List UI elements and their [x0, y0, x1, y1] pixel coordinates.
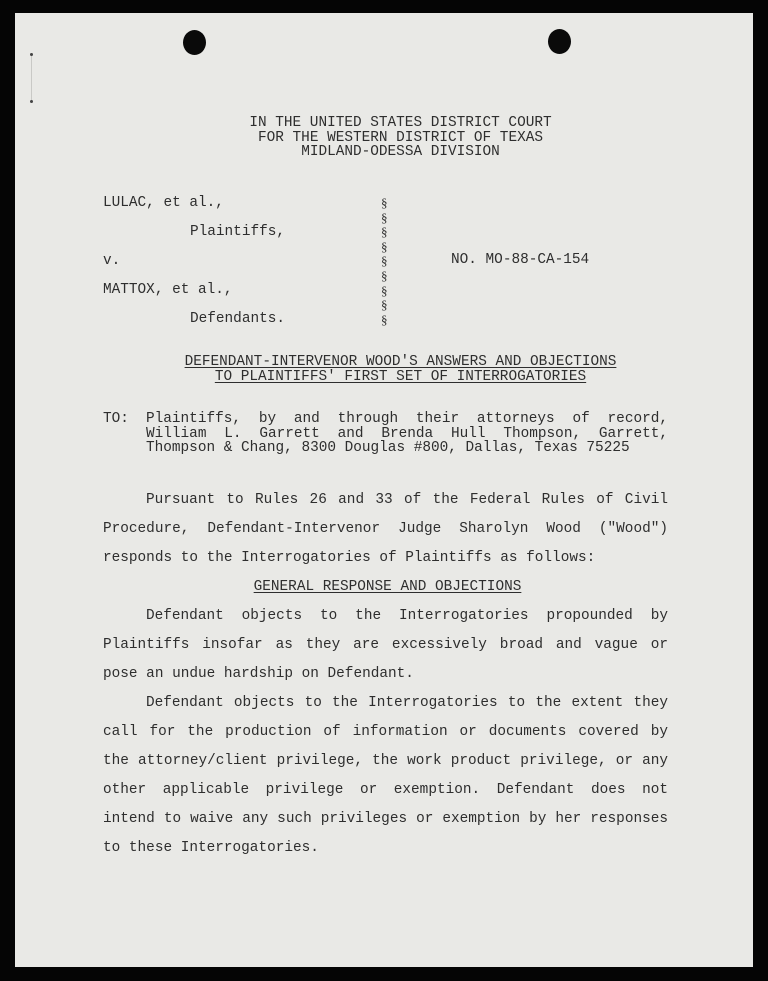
- intro-line: responds to the Interrogatories of Plaintiffs as follows:: [103, 550, 596, 566]
- paragraph-2-line: call for the production of information or documents covered by: [103, 724, 668, 740]
- document-body: [103, 486, 668, 863]
- court-header-line: MIDLAND-ODESSA DIVISION: [301, 144, 500, 161]
- defendant-party: MATTOX, et al.,: [103, 282, 233, 298]
- versus: v.: [103, 253, 121, 269]
- document-title-line: TO PLAINTIFFS' FIRST SET OF INTERROGATORIES: [214, 368, 587, 385]
- addressee-line: Thompson & Chang, 8300 Douglas #800, Dallas, Texas 75225: [146, 440, 630, 457]
- addressee-line: Plaintiffs, by and through their attorneys of record,: [146, 411, 668, 427]
- intro-line: Procedure, Defendant-Intervenor Judge Sharolyn Wood ("Wood"): [103, 521, 668, 537]
- paragraph-1-line: Plaintiffs insofar as they are excessively broad and vague or: [103, 637, 668, 653]
- section-heading: GENERAL RESPONSE AND OBJECTIONS: [253, 579, 522, 595]
- section-mark: §: [381, 195, 388, 210]
- document-page: [15, 13, 753, 967]
- to-label: TO:: [103, 411, 129, 427]
- margin-mark: [31, 53, 32, 103]
- section-marks-column: [381, 196, 388, 327]
- court-header: [15, 116, 753, 160]
- case-number: NO. MO-88-CA-154: [451, 252, 590, 268]
- section-mark: §: [381, 282, 388, 298]
- hole-punch-left: [183, 30, 206, 55]
- plaintiff-role: Plaintiffs,: [190, 224, 285, 240]
- court-header-line: IN THE UNITED STATES DISTRICT COURT: [249, 115, 552, 131]
- court-header-line: FOR THE WESTERN DISTRICT OF TEXAS: [258, 129, 543, 146]
- plaintiff-party: LULAC, et al.,: [103, 195, 224, 211]
- section-heading-wrap: [103, 573, 668, 602]
- intro-line: Pursuant to Rules 26 and 33 of the Federal Rules of Civil: [146, 492, 668, 508]
- document-title-line: DEFENDANT-INTERVENOR WOOD'S ANSWERS AND OBJECTIONS: [184, 354, 617, 370]
- section-mark: §: [381, 311, 388, 327]
- paragraph-2-line: to these Interrogatories.: [103, 840, 319, 856]
- paragraph-1-line: pose an undue hardship on Defendant.: [103, 666, 414, 682]
- section-mark: §: [381, 253, 388, 269]
- section-mark: §: [381, 297, 388, 313]
- defendant-role: Defendants.: [190, 311, 285, 327]
- section-mark: §: [381, 238, 388, 254]
- paragraph-2-line: intend to waive any such privileges or exemption by her responses: [103, 811, 668, 827]
- paragraph-2-line: the attorney/client privilege, the work product privilege, or any: [103, 753, 668, 769]
- hole-punch-right: [548, 29, 571, 54]
- document-title: [15, 355, 753, 384]
- paragraph-2-line: Defendant objects to the Interrogatories to the extent they: [146, 695, 668, 711]
- section-mark: §: [381, 224, 388, 240]
- section-mark: §: [381, 267, 388, 283]
- section-mark: §: [381, 209, 388, 225]
- addressee-line: William L. Garrett and Brenda Hull Thompson, Garrett,: [146, 425, 668, 442]
- paragraph-2-line: other applicable privilege or exemption. Defendant does not: [103, 782, 668, 798]
- paragraph-1-line: Defendant objects to the Interrogatories propounded by: [146, 608, 668, 624]
